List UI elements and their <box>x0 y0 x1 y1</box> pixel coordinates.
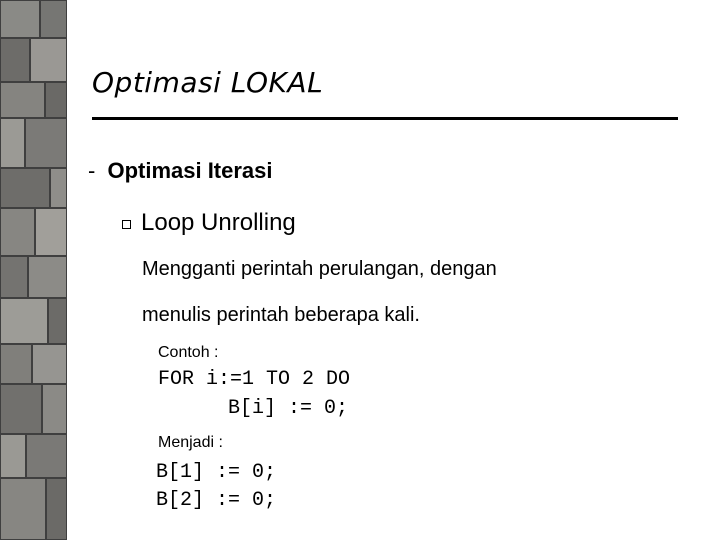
heading-dash: - <box>88 158 96 183</box>
example-label: Contoh : <box>158 344 219 361</box>
subheading-text: Loop Unrolling <box>141 209 296 236</box>
heading-item <box>88 158 273 184</box>
heading-text: Optimasi Iterasi <box>107 158 273 183</box>
example-code-line-2: B[i] := 0; <box>228 397 349 420</box>
slide-title: Optimasi LOKAL <box>92 66 324 99</box>
description-line-2: menulis perintah beberapa kali. <box>142 304 420 326</box>
subheading-item <box>122 209 296 237</box>
stone-texture-graphic <box>0 0 67 540</box>
stone-wall-texture <box>0 0 67 540</box>
result-label: Menjadi : <box>158 434 223 451</box>
result-code-line-2: B[2] := 0; <box>156 489 277 512</box>
description-line-1: Mengganti perintah perulangan, dengan <box>142 258 497 280</box>
example-code-line-1: FOR i:=1 TO 2 DO <box>158 368 351 391</box>
square-bullet-icon <box>122 220 131 229</box>
result-code-line-1: B[1] := 0; <box>156 461 277 484</box>
title-divider <box>92 117 678 120</box>
